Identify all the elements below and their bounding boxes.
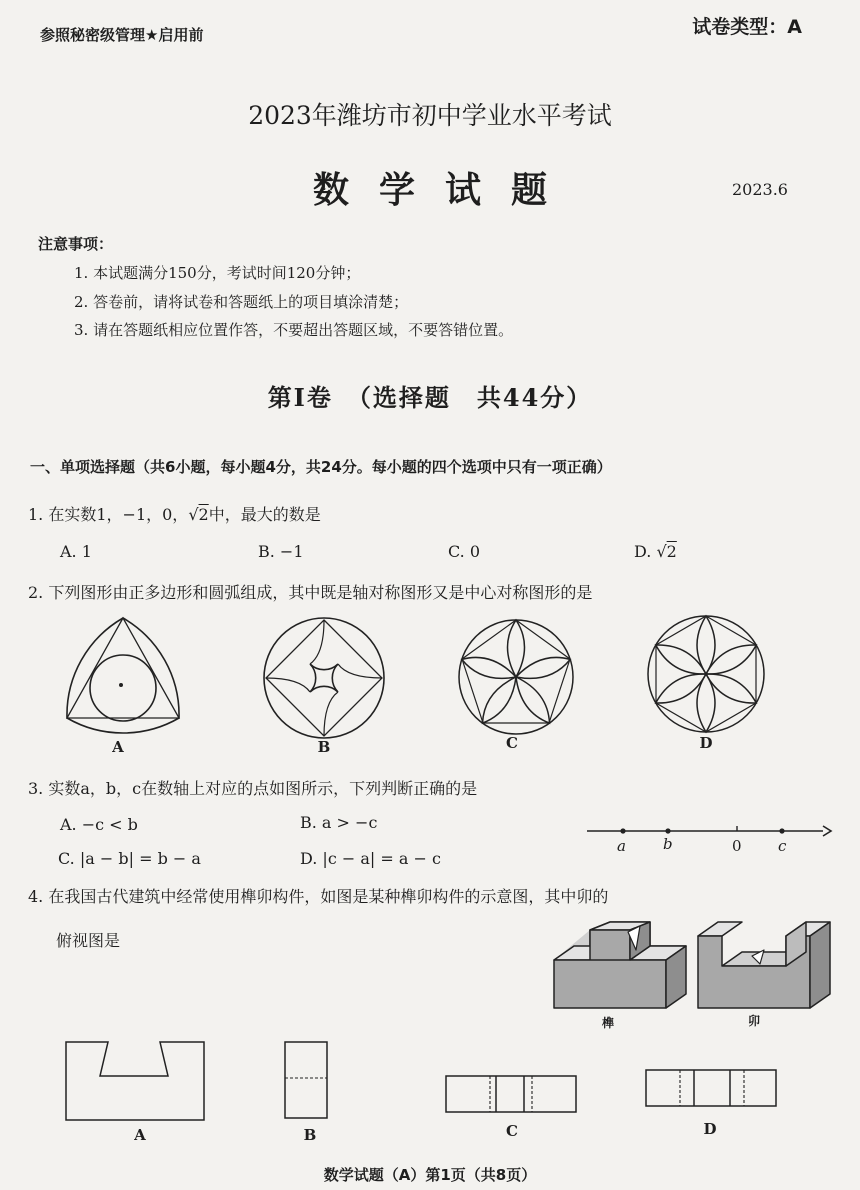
axis-label-zero: 0 [732,837,742,855]
q2-figure-d [644,612,768,736]
note-item: 1. 本试题满分150分，考试时间120分钟； [74,264,361,282]
q4-label-b: B [303,1126,317,1144]
radicand: 2 [666,542,677,561]
notes-heading: 注意事项： [38,235,114,253]
mortise-label: 卯 [748,1014,761,1028]
page-footer: 数学试题（A）第1页（共8页） [323,1166,537,1184]
subject-title: 数学试题 [312,170,577,211]
sqrt-symbol: √ [188,505,199,524]
sqrt-symbol: √ [656,542,667,561]
axis-label-b: b [663,835,673,853]
question-1-stem-end: 中，最大的数是 [208,505,321,524]
q2-label-a: A [112,738,124,756]
q4-figure-b [283,1040,331,1122]
question-1-stem-start: 1. 在实数1，−1，0， [28,505,189,524]
q3-option-c: C. |a − b| = b − a [58,849,201,868]
q2-label-c: C [506,734,518,752]
q2-figure-c [455,616,577,738]
axis-label-a: a [617,837,626,855]
question-3-stem: 3. 实数a，b，c在数轴上对应的点如图所示，下列判断正确的是 [28,779,478,798]
question-1-stem [28,502,321,525]
radicand: 2 [198,505,209,524]
q1-option-b: B. −1 [258,542,304,561]
note-item: 2. 答卷前，请将试卷和答题纸上的项目填涂清楚； [74,293,409,311]
q4-label-d: D [703,1120,717,1138]
tenon-component [550,920,690,1015]
paper-type: 试卷类型：A [692,16,802,38]
q3-option-b: B. a > −c [300,813,378,832]
note-item: 3. 请在答题纸相应位置作答，不要超出答题区域，不要答错位置。 [74,321,514,339]
question-2-stem: 2. 下列图形由正多边形和圆弧组成，其中既是轴对称图形又是中心对称图形的是 [28,583,593,602]
q1-option-d-letter: D. [634,542,657,561]
q2-label-d: D [699,734,713,752]
q4-label-c: C [506,1122,518,1140]
exam-title: 2023年潍坊市初中学业水平考试 [248,101,612,130]
axis-label-c: c [778,837,787,855]
q4-figure-d [644,1068,780,1110]
section-heading: 一、单项选择题（共6小题，每小题4分，共24分。每小题的四个选项中只有一项正确） [30,458,612,476]
q1-option-d [634,542,677,561]
exam-date: 2023.6 [732,180,788,199]
question-4-stem-line2: 俯视图是 [56,931,121,950]
q4-label-a: A [134,1126,146,1144]
q4-figure-a [64,1040,208,1124]
q2-label-b: B [317,738,331,756]
confidentiality-label: 参照秘密级管理★启用前 [40,26,204,44]
q2-figure-b [260,614,388,742]
q3-option-a: A. −c < b [60,815,138,834]
tenon-label: 榫 [602,1016,615,1030]
q4-figure-c [444,1074,580,1116]
q2-figure-a [58,610,188,740]
part-title: 第Ⅰ卷 （选择题 共44分） [267,383,593,412]
q1-option-a: A. 1 [60,542,92,561]
question-4-stem-line1: 4. 在我国古代建筑中经常使用榫卯构件，如图是某种榫卯构件的示意图，其中卯的 [28,887,609,906]
q3-option-d: D. |c − a| = a − c [300,849,441,868]
q1-option-c: C. 0 [448,542,481,561]
mortise-component [694,920,834,1015]
